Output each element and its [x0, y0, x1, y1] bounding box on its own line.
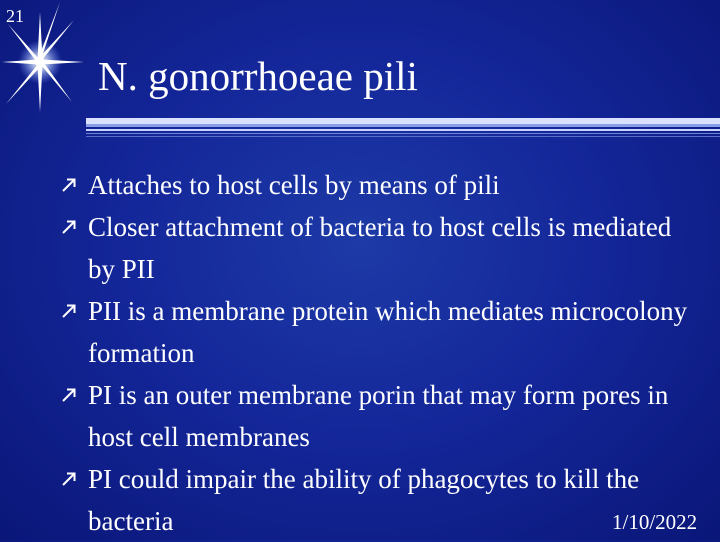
bullet-text: PI could impair the ability of phagocytes to kill the bacteria — [88, 464, 640, 536]
bullet-text: PII is a membrane protein which mediates microcolony formation — [88, 296, 688, 368]
bullet-item — [56, 290, 696, 374]
bullet-text: Closer attachment of bacteria to host cells is mediated by PII — [88, 212, 672, 284]
slide-number: 21 — [6, 6, 24, 26]
arrow-up-right-icon — [60, 218, 78, 236]
bullet-item — [56, 206, 696, 290]
slide-date: 1/10/2022 — [612, 510, 698, 534]
arrow-up-right-icon — [60, 386, 78, 404]
bullet-text: PI is an outer membrane porin that may form pores in host cell membranes — [88, 380, 669, 452]
arrow-up-right-icon — [60, 302, 78, 320]
slide-title: N. gonorrhoeae pili — [98, 53, 418, 99]
arrow-up-right-icon — [60, 470, 78, 488]
bullet-item — [56, 458, 696, 542]
bullet-list — [56, 164, 696, 542]
bullet-text: Attaches to host cells by means of pili — [88, 170, 500, 200]
title-underline — [86, 118, 720, 138]
arrow-up-right-icon — [60, 176, 78, 194]
bullet-item — [56, 164, 696, 206]
bullet-item — [56, 374, 696, 458]
